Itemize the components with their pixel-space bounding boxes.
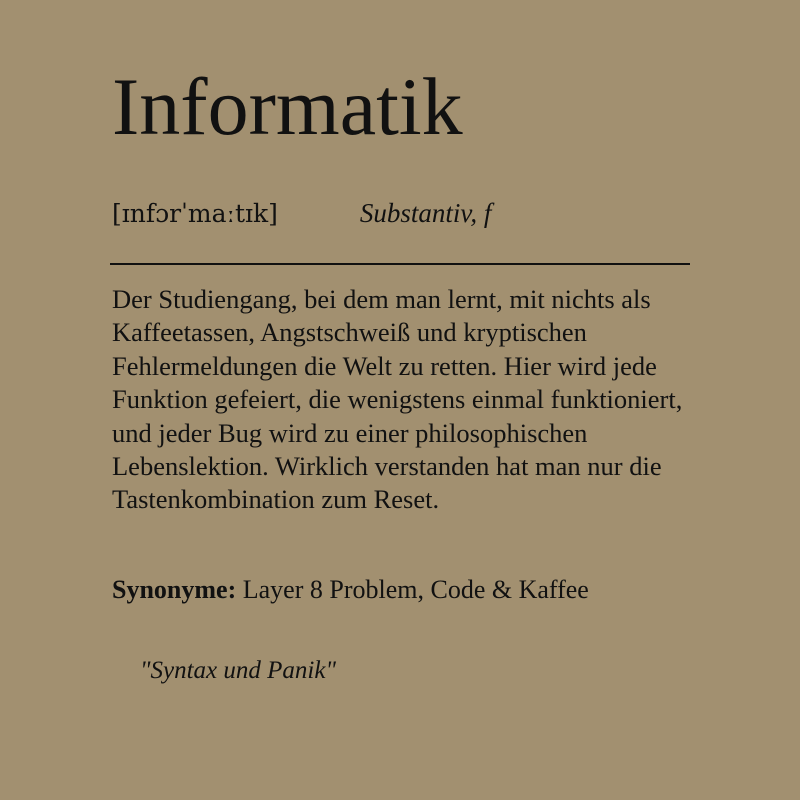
synonyms-values: Layer 8 Problem, Code & Kaffee	[242, 575, 589, 604]
part-of-speech-text: Substantiv, f	[359, 198, 492, 228]
pronunciation-text: [ɪnfɔrˈmaːtɪk]	[112, 199, 278, 228]
synonyms-label: Synonyme:	[112, 575, 237, 604]
divider-rule	[110, 263, 690, 265]
entry-meta-row	[112, 198, 712, 229]
definition-text: Der Studiengang, bei dem man lernt, mit nichts als Kaffeetassen, Angstschweiß und kryptischen Fehlermeldungen die Welt zu retten. Hier wird jede Funktion gefeiert, die wenigstens einmal funktioniert, und jeder Bug wird zu einer philosophischen Lebenslektion. Wirklich verstanden hat man nur die Tastenkombination zum Reset.	[112, 284, 683, 515]
entry-word: Informatik	[112, 61, 463, 152]
synonyms-row	[112, 575, 752, 605]
quote-text: "Syntax und Panik"	[140, 657, 336, 684]
